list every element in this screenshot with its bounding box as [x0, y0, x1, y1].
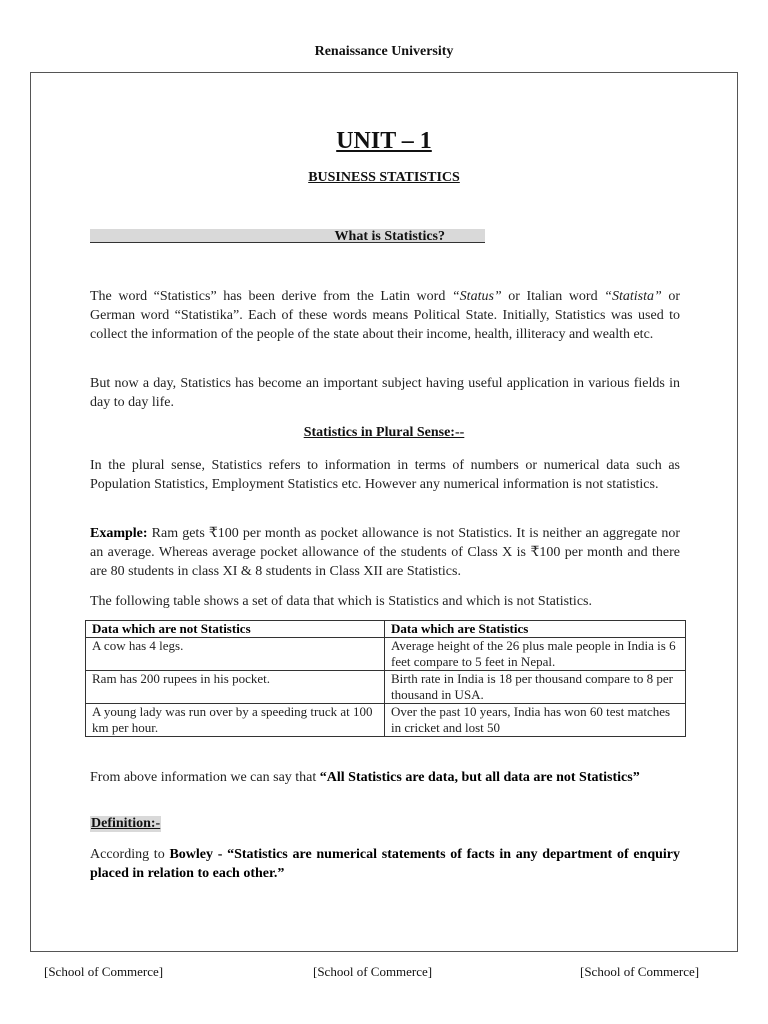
- table-header-statistics: Data which are Statistics: [385, 621, 686, 638]
- table-cell: Over the past 10 years, India has won 60 test matches in cricket and lost 50: [385, 704, 686, 737]
- statistics-comparison-table: [85, 620, 686, 737]
- conclusion-paragraph: [90, 768, 680, 787]
- table-header-row: [86, 621, 686, 638]
- footer-center: [School of Commerce]: [313, 964, 433, 979]
- table-row: [86, 704, 686, 737]
- statista-word: “Statista”: [604, 289, 662, 304]
- table-cell: Birth rate in India is 18 per thousand compare to 8 per thousand in USA.: [385, 671, 686, 704]
- intro-text-a: The word “Statistics” has been derive from the Latin word: [90, 289, 452, 304]
- status-word: “Status”: [451, 289, 502, 304]
- unit-title: UNIT – 1: [336, 128, 432, 154]
- table-cell: Ram has 200 rupees in his pocket.: [86, 671, 385, 704]
- table-cell: Average height of the 26 plus male people in India is 6 feet compare to 5 feet in Nepal.: [385, 638, 686, 671]
- conclusion-text: From above information we can say that: [90, 770, 320, 785]
- modern-usage-paragraph: But now a day, Statistics has become an important subject having useful application in various fields in day to day life.: [90, 376, 680, 410]
- bowley-definition-paragraph: [90, 845, 680, 883]
- plural-sense-paragraph: In the plural sense, Statistics refers to information in terms of numbers or numerical data such as Population Statistics, Employment Statistics etc. However any numerical information is not statistics.: [90, 458, 680, 492]
- table-header-not-statistics: Data which are not Statistics: [86, 621, 385, 638]
- example-text: Ram gets ₹100 per month as pocket allowance is not Statistics. It is neither an aggregate nor an average. Whereas average pocket allowance of the students of Class X is ₹100 per month and there are 80 students in class XI & 8 students in Class XII are Statistics.: [90, 526, 680, 579]
- table-cell: A young lady was run over by a speeding truck at 100 km per hour.: [86, 704, 385, 737]
- intro-text-b: or Italian word: [501, 289, 605, 304]
- table-intro-paragraph: The following table shows a set of data that which is Statistics and which is not Statistics.: [90, 594, 592, 609]
- subject-title: BUSINESS STATISTICS: [308, 170, 460, 185]
- table-row: [86, 671, 686, 704]
- plural-sense-heading: Statistics in Plural Sense:--: [303, 425, 465, 440]
- table-row: [86, 638, 686, 671]
- university-header: Renaissance University: [314, 44, 454, 59]
- footer-right: [School of Commerce]: [580, 964, 700, 979]
- conclusion-quote: “All Statistics are data, but all data are not Statistics”: [319, 770, 640, 785]
- example-paragraph: [90, 524, 680, 581]
- bowley-quote: Bowley - “Statistics are numerical statements of facts in any department of enquiry placed in relation to each other.”: [90, 847, 681, 881]
- example-label: Example:: [90, 526, 148, 541]
- definition-heading: Definition:-: [91, 816, 161, 831]
- intro-paragraph: [90, 287, 680, 344]
- what-is-statistics-heading: [90, 229, 485, 243]
- footer-left: [School of Commerce]: [44, 964, 164, 979]
- table-cell: A cow has 4 legs.: [86, 638, 385, 671]
- intro-text-c: or German word “Statistika”. Each of these words means Political State. Initially, Statistics was used to collect the information of the people of the state about their income, health, illiteracy and wealth etc.: [90, 289, 680, 342]
- what-is-statistics-text: What is Statistics?: [334, 229, 445, 244]
- bowley-intro: According to: [90, 847, 170, 862]
